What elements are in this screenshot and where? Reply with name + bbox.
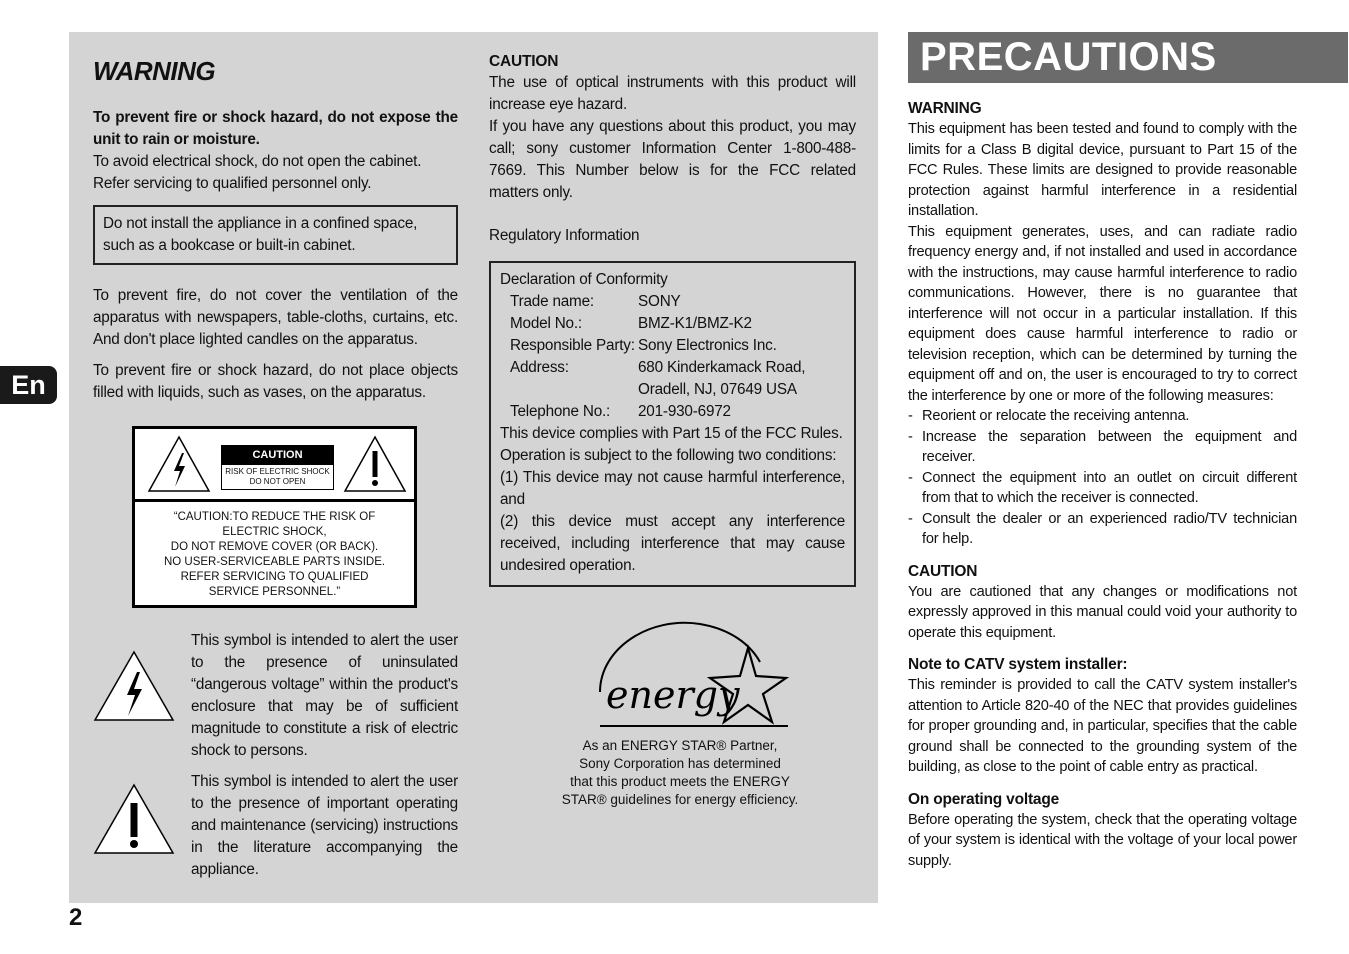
- lightning-symbol-text: This symbol is intended to alert the user to the presence of uninsulated “dangerous voltage” within the product's enclosure that may be of sufficient magnitude to constitute a risk of electric shock to persons.: [191, 632, 458, 759]
- customer-info: If you have any questions about this product, you may call; sony customer Information Center 1-800-488-7669. This Number below is for the FCC related matters only.: [489, 118, 856, 201]
- energy-star-logo: [560, 618, 800, 730]
- fire-shock-warning: To prevent fire or shock hazard, do not expose the unit to rain or moisture.: [93, 109, 458, 148]
- caution-label: [132, 426, 417, 608]
- optical-warning: The use of optical instruments with this product will increase eye hazard.: [489, 74, 856, 113]
- exclamation-symbol-text: This symbol is intended to alert the user to the presence of important operating and maintenance (servicing) instructions in the literature accompanying the appliance.: [191, 773, 458, 878]
- declaration-value: BMZ-K1/BMZ-K2: [638, 315, 752, 332]
- declaration-body-line: This device complies with Part 15 of the FCC Rules.: [500, 425, 843, 442]
- declaration-key: Model No.:: [510, 315, 582, 332]
- caution-label-line: DO NOT REMOVE COVER (OR BACK).: [170, 541, 379, 553]
- list-item: - Connect the equipment into an outlet on circuit different from that to which the receiver is connected.: [908, 468, 1297, 509]
- energy-caption-line: STAR® guidelines for energy efficiency.: [561, 792, 799, 807]
- measure-text: Consult the dealer or an experienced radio/TV technician for help.: [922, 510, 1297, 547]
- lightning-triangle-icon: [93, 650, 175, 722]
- declaration-body-line: Operation is subject to the following two conditions:: [500, 447, 837, 464]
- energy-logo-text: energy: [606, 673, 740, 717]
- exclamation-triangle-icon: [93, 783, 175, 855]
- energy-star-caption: [545, 737, 815, 809]
- warning-column: [93, 52, 458, 404]
- declaration-key: Telephone No.:: [510, 403, 611, 420]
- declaration-value: 680 Kinderkamack Road, Oradell, NJ, 07649 USA: [638, 359, 806, 398]
- caution-label-risk: RISK OF ELECTRIC SHOCK: [225, 467, 330, 476]
- list-item: - Consult the dealer or an experienced radio/TV technician for help.: [908, 509, 1297, 550]
- energy-star-block: [545, 618, 815, 809]
- declaration-value: 201-930-6972: [638, 403, 731, 420]
- energy-caption-line: As an ENERGY STAR® Partner,: [582, 738, 778, 753]
- page-number: 2: [69, 904, 83, 931]
- declaration-key: Address:: [510, 359, 569, 376]
- caution-text: You are cautioned that any changes or modifications not expressly approved in this manual could void your authority to operate this equipment.: [908, 583, 1297, 641]
- caution-label-line: “CAUTION:TO REDUCE THE RISK OF: [173, 511, 376, 523]
- measure-text: Reorient or relocate the receiving antenna.: [922, 408, 1190, 424]
- caution-label-line: ELECTRIC SHOCK,: [222, 526, 327, 538]
- lightning-symbol-explanation: [93, 630, 458, 762]
- installation-note-box: Do not install the appliance in a confined space, such as a bookcase or built-in cabinet.: [93, 205, 458, 265]
- caution-label-do-not-open: DO NOT OPEN: [249, 477, 306, 486]
- caution-label-text: [135, 510, 414, 600]
- declaration-row: [500, 401, 845, 423]
- declaration-of-conformity-box: [489, 261, 856, 587]
- declaration-key: Responsible Party:: [510, 337, 635, 354]
- declaration-row: [500, 357, 845, 401]
- voltage-text: Before operating the system, check that the operating voltage of your system is identical with the voltage of your local power supply.: [908, 811, 1297, 869]
- exclamation-symbol-explanation: [93, 771, 458, 881]
- interference-paragraph: This equipment generates, uses, and can radiate radio frequency energy and, if not installed and used in accordance with the instructions, may cause harmful interference to radio communications. However, there is no guarantee that interference will not occur in a particular installation. If this equipment does cause harmful interference to radio or television reception, which can be determined by turning the equipment off and on, the user is encouraged to try to correct the interference by one or more of the following measures:: [908, 223, 1297, 404]
- measure-text: Connect the equipment into an outlet on circuit different from that to which the receiver is connected.: [922, 469, 1297, 506]
- liquids-warning: To prevent fire or shock hazard, do not place objects filled with liquids, such as vases, on the apparatus.: [93, 362, 458, 401]
- ventilation-warning: To prevent fire, do not cover the ventilation of the apparatus with newspapers, table-cloths, curtains, etc. And don't place lighted candles on the apparatus.: [93, 287, 458, 348]
- shock-line-2: Refer servicing to qualified personnel only.: [93, 175, 372, 192]
- caution-label-line: REFER SERVICING TO QUALIFIED: [180, 571, 369, 583]
- language-tab: En: [0, 366, 57, 404]
- catv-heading: Note to CATV system installer:: [908, 656, 1128, 673]
- voltage-heading: On operating voltage: [908, 790, 1060, 808]
- precautions-column: [908, 97, 1297, 871]
- declaration-value: SONY: [638, 293, 681, 310]
- shock-line-1: To avoid electrical shock, do not open the cabinet.: [93, 153, 422, 170]
- measure-text: Increase the separation between the equipment and receiver.: [922, 428, 1297, 465]
- warning-heading: WARNING: [908, 100, 982, 117]
- catv-text: This reminder is provided to call the CATV system installer's attention to Article 820-40 of the NEC that provides guidelines for proper grounding and, in particular, specifies that the cable ground shall be connected to the grounding system of the building, as close to the point of cable entry as practical.: [908, 677, 1297, 775]
- declaration-row: [500, 313, 845, 335]
- declaration-value: Sony Electronics Inc.: [638, 337, 777, 354]
- declaration-title: Declaration of Conformity: [500, 271, 668, 288]
- declaration-row: [500, 291, 845, 313]
- declaration-body-line: (1) This device may not cause harmful interference, and: [500, 469, 845, 508]
- lightning-triangle-icon: [147, 435, 211, 493]
- list-item: - Reorient or relocate the receiving antenna.: [908, 406, 1297, 427]
- caution-label-center: [221, 445, 334, 490]
- list-item: - Increase the separation between the equipment and receiver.: [908, 427, 1297, 468]
- fcc-class-b-paragraph: This equipment has been tested and found to comply with the limits for a Class B digital device, pursuant to Part 15 of the FCC Rules. These limits are designed to provide reasonable protection against harmful interference in a residential installation.: [908, 121, 1297, 219]
- caution-label-header: [135, 429, 414, 502]
- regulatory-heading: Regulatory Information: [489, 227, 640, 244]
- caution-column: [489, 52, 856, 587]
- energy-caption-line: Sony Corporation has determined: [579, 756, 781, 771]
- caution-heading: CAUTION: [489, 53, 559, 70]
- caution-label-line: SERVICE PERSONNEL.”: [208, 586, 341, 598]
- precautions-title: PRECAUTIONS: [908, 32, 1348, 83]
- caution-label-title: CAUTION: [222, 446, 333, 465]
- caution-heading: CAUTION: [908, 562, 978, 580]
- declaration-key: Trade name:: [510, 293, 594, 310]
- exclamation-triangle-icon: [343, 435, 407, 493]
- energy-caption-line: that this product meets the ENERGY: [570, 774, 790, 789]
- declaration-row: [500, 335, 845, 357]
- declaration-body-line: (2) this device must accept any interference received, including interference that may cause undesired operation.: [500, 513, 845, 574]
- caution-label-line: NO USER-SERVICEABLE PARTS INSIDE.: [163, 556, 386, 568]
- warning-title: WARNING: [93, 56, 216, 86]
